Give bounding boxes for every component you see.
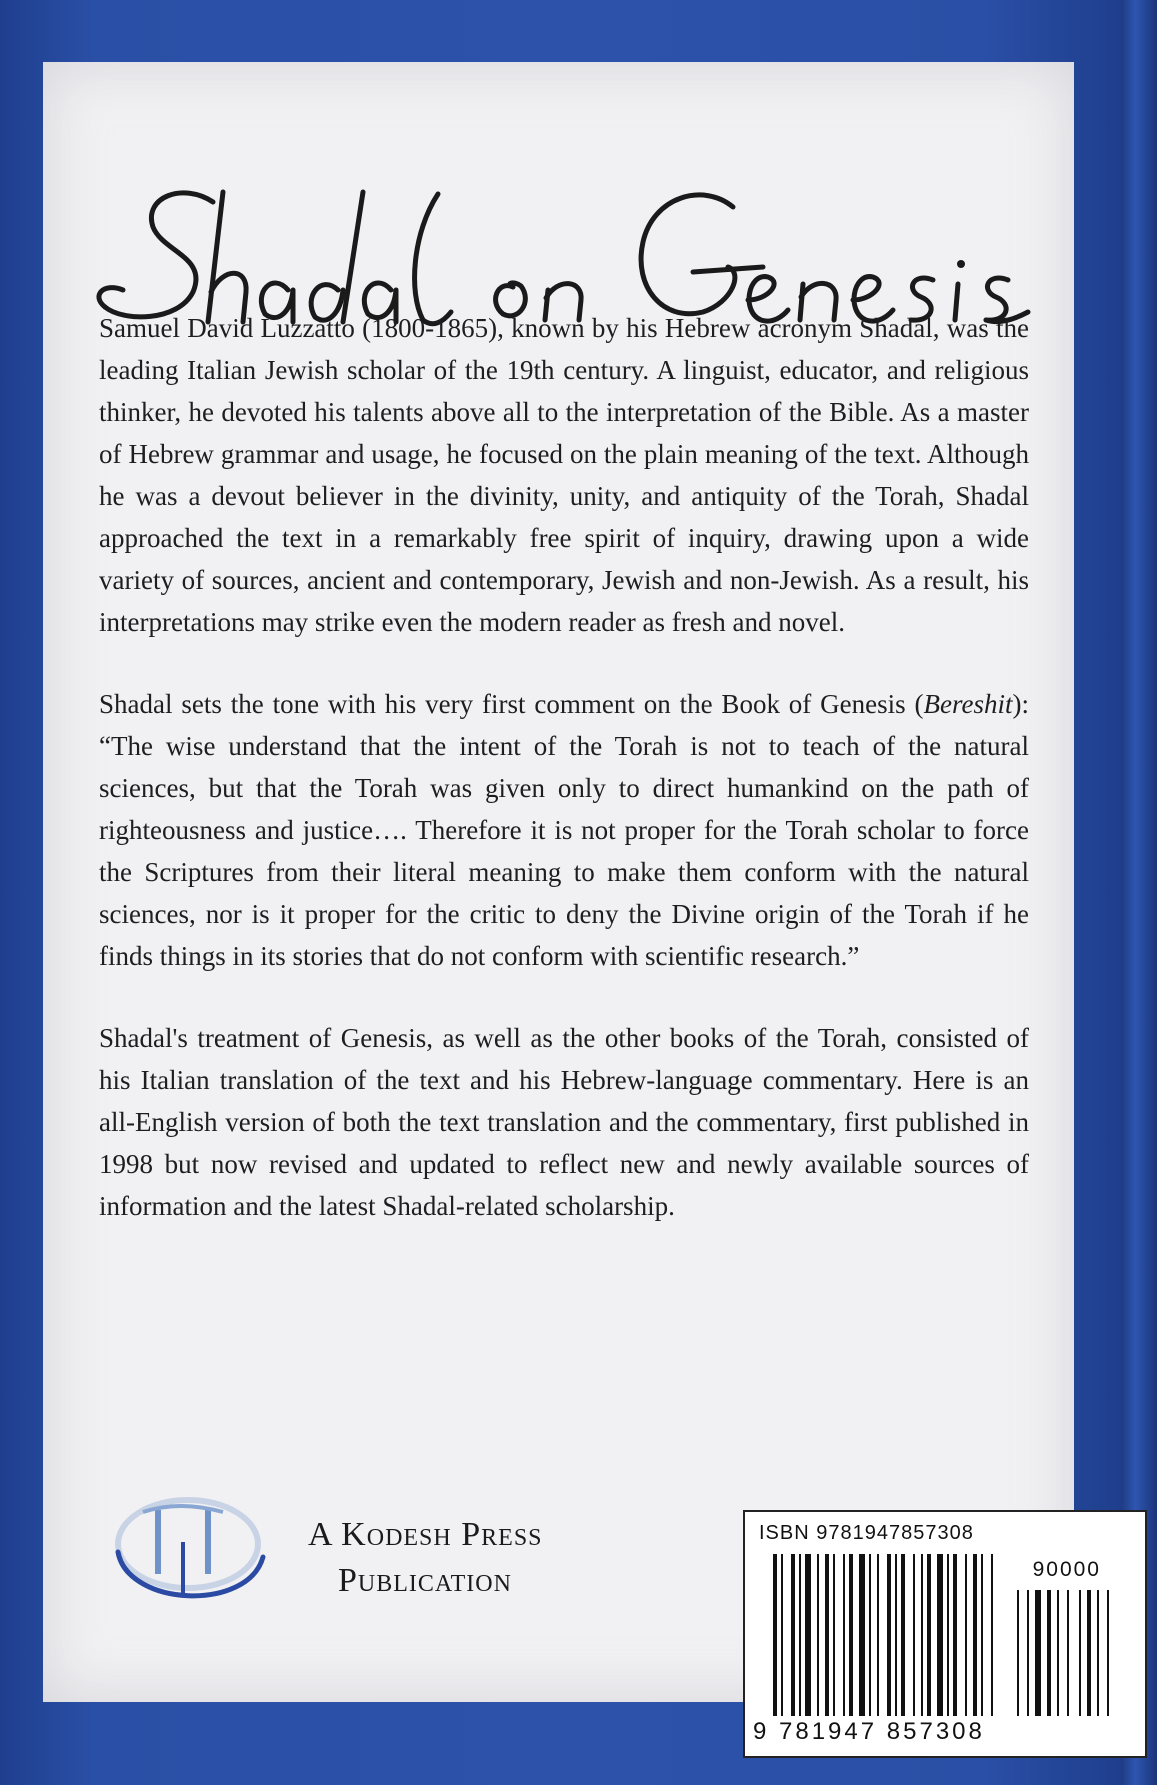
barcode-bar bbox=[799, 1554, 801, 1716]
barcode-bar bbox=[849, 1554, 853, 1716]
price-bar bbox=[1097, 1590, 1099, 1716]
isbn-barcode bbox=[743, 1510, 1147, 1758]
barcode-bar bbox=[927, 1554, 931, 1716]
quote-rest: ): “The wise understand that the intent of the Torah is not to teach of the natural sciences, but that the Torah was given only to direct humankind on the path of righteousness and justice…. Therefore it is not proper for the Torah scholar to force the Scriptures from their literal meaning to make them conform with the natural sciences, nor is it proper for the critic to deny the Divine origin of the Torah if he finds things in its stories that do not conform with scientific research.” bbox=[99, 689, 1029, 971]
barcode-bar bbox=[947, 1554, 949, 1716]
barcode-bar bbox=[773, 1554, 777, 1716]
quote-italic-word: Bereshit bbox=[923, 689, 1013, 719]
barcode-bar bbox=[895, 1554, 897, 1716]
price-bar bbox=[1027, 1590, 1029, 1716]
barcode-bar bbox=[887, 1554, 891, 1716]
price-bar bbox=[1017, 1590, 1019, 1716]
price-bar bbox=[1087, 1590, 1091, 1716]
barcode-bar bbox=[973, 1554, 977, 1716]
isbn-label: ISBN 9781947857308 bbox=[759, 1522, 974, 1544]
barcode-bar bbox=[869, 1554, 871, 1716]
publisher-line-1: A Kodesh Press bbox=[308, 1516, 543, 1553]
barcode-bar bbox=[843, 1554, 845, 1716]
barcode-bar bbox=[901, 1554, 905, 1716]
barcode-bar bbox=[921, 1554, 923, 1716]
barcode-bar bbox=[791, 1554, 795, 1716]
barcode-bar bbox=[805, 1554, 811, 1716]
price-bar bbox=[1067, 1590, 1069, 1716]
price-bar bbox=[1035, 1590, 1041, 1716]
barcode-bar bbox=[913, 1554, 915, 1716]
price-bar bbox=[1107, 1590, 1109, 1716]
paragraph-intro: Samuel David Luzzatto (1800-1865), known by his Hebrew acronym Shadal, was the leading Italian Jewish scholar of the 19th century. A linguist, educator, and religious thinker, he devoted his talents above all to the interpretation of the Bible. As a master of Hebrew grammar and usage, he focused on the plain meaning of the text. Although he was a devout believer in the divinity, unity, and antiquity of the Torah, Shadal approached the text in a remarkably free spirit of inquiry, drawing upon a wide variety of sources, ancient and contemporary, Jewish and non-Jewish. As a result, his interpretations may strike even the modern reader as fresh and novel. bbox=[99, 313, 1029, 637]
publisher-imprint bbox=[308, 1512, 543, 1604]
barcode-bar bbox=[781, 1554, 783, 1716]
kodesh-press-logo-icon bbox=[98, 1482, 278, 1622]
barcode-bar bbox=[991, 1554, 993, 1716]
barcode-bar bbox=[953, 1554, 957, 1716]
price-code: 90000 bbox=[1032, 1558, 1101, 1581]
barcode-bar bbox=[937, 1554, 943, 1716]
publisher-line-2: Publication bbox=[338, 1562, 512, 1599]
barcode-bar bbox=[825, 1554, 829, 1716]
paragraph-treatment: Shadal's treatment of Genesis, as well as the other books of the Torah, consisted of his Italian translation of the text and his Hebrew-language commentary. Here is an all-English version of both the text translation and the commentary, first published in 1998 but now revised and updated to reflect new and newly available sources of information and the latest Shadal-related scholarship. bbox=[99, 1023, 1029, 1221]
description-body bbox=[99, 307, 1029, 1267]
quote-intro: Shadal sets the tone with his very first comment on the Book of Genesis ( bbox=[99, 689, 924, 719]
barcode-bar bbox=[981, 1554, 983, 1716]
i-dot bbox=[957, 260, 965, 268]
barcode-bar bbox=[817, 1554, 819, 1716]
text-panel bbox=[43, 62, 1074, 1702]
price-bar bbox=[1047, 1590, 1051, 1716]
barcode-bar bbox=[833, 1554, 835, 1716]
barcode-bar bbox=[859, 1554, 865, 1716]
price-bar bbox=[1057, 1590, 1059, 1716]
paragraph-quote bbox=[99, 683, 1029, 977]
barcode-bar bbox=[965, 1554, 967, 1716]
barcode-digits: 9 781947 857308 bbox=[753, 1718, 985, 1745]
price-bar bbox=[1079, 1590, 1081, 1716]
barcode-bar bbox=[877, 1554, 879, 1716]
